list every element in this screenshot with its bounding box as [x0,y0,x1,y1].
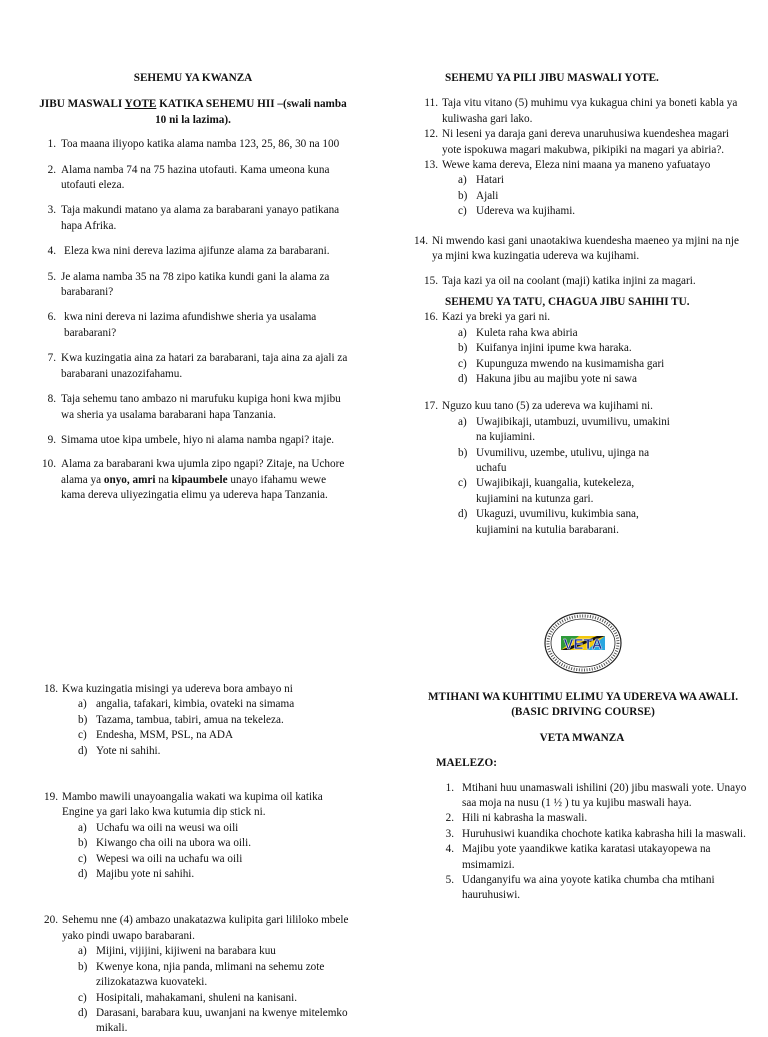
question-19-options [62,821,354,883]
question-20: 20. Sehemu nne (4) ambazo unakatazwa kulipita gari lililoko mbele yako pindi uwapo barabarani. a) Mijini, vijijini, kijiweni na barabara kuu b) Kwenye kona, njia panda, mlimani na sehemu zote zilizokatazwa kuovateki. c) Hosipitali, mahakamani, shuleni na kanisani. d) Darasani, barabara kuu, uwanjani na kwenye mitelemko mikali. [34,913,354,1036]
option: c) Wepesi wa oili na uchafu wa oili [78,852,243,865]
option: d) Yote ni sahihi. [78,744,161,757]
logo-text: VETA [563,636,603,653]
question-14: 14. Ni mwendo kasi gani unaotakiwa kuendesha maeneo ya mjini na nje ya mjini kwa kuzingatia udereva wa kujihami. [414,234,739,263]
question-16: 16. Kazi ya breki ya gari ni. a) Kuleta raha kwa abiria b) Kuifanya injini ipume kwa haraka. c) Kupunguza mwendo na kusimamisha gari d) Hakuna jibu au majibu yote ni sawa [414,310,744,387]
question-13: 13. Wewe kama dereva, Eleza nini maana ya maneno yafuatayo a) Hatari b) Ajali c) Udereva wa kujihami. [414,158,744,220]
option: c) Endesha, MSM, PSL, na ADA [78,729,234,742]
instruction-item: 3. Huruhusiwi kuandika chochote katika kabrasha hili la maswali. [445,827,746,840]
option: d) Ukaguzi, uvumilivu, kukimbia sana, kujiamini na kutulia barabarani. [458,508,639,536]
section-1-title: SEHEMU YA KWANZA [133,72,253,84]
question-15: 15. Taja kazi ya oil na coolant (maji) katika injini za magari. [424,275,696,288]
question-13-options [442,173,744,219]
option: b) Tazama, tambua, tabiri, amua na tekeleza. [78,713,284,726]
instruction-item: 2. Hili ni kabrasha la maswali. [445,812,588,825]
option: a) Mijini, vijijini, kijiweni na barabara kuu [78,945,276,958]
question-19: 19. Mambo mawili unayoangalia wakati wa kupima oil katika Engine ya gari lako kwa kutumia dip stick ni. a) Uchafu wa oili na weusi wa oili b) Kiwango cha oili na ubora wa oili. c) Wepesi wa oili na uchafu wa oili d) Majibu yote ni sahihi. [34,790,354,882]
question-3: 3. Taja makundi matano ya alama za barabarani yanayo patikana hapa Afrika. [47,204,340,232]
exam-subtitle: VETA MWANZA [539,731,625,744]
option: c) Hosipitali, mahakamani, shuleni na kanisani. [78,991,298,1004]
instructions-title: MAELEZO: [436,757,497,770]
section-1-instructions: JIBU MASWALI YOTE KATIKA SEHEMU HII –(swali namba 10 ni la lazima). [39,98,347,126]
question-18-options [62,697,354,759]
option: c) Kupunguza mwendo na kusimamisha gari [458,357,665,370]
question-20-options [62,944,354,1036]
option: a) Uchafu wa oili na weusi wa oili [78,821,239,834]
question-1: 1. Toa maana iliyopo katika alama namba 123, 25, 86, 30 na 100 [47,138,340,151]
option: c) Udereva wa kujihami. [458,205,576,218]
question-12: 12. Ni leseni ya daraja gani dereva unaruhusiwa kuendeshea magari yote ispokuwa magari makubwa, pikipiki na magari ya abiria?. [424,128,730,156]
option: d) Hakuna jibu au majibu yote ni sawa [458,372,637,385]
instruction-item: 4. Majibu yote yaandikwe katika karatasi utakayopewa na msimamizi. [445,843,711,871]
section-2-title: SEHEMU YA PILI JIBU MASWALI YOTE. [445,72,659,84]
section-3-continued [34,682,354,1037]
section-1 [34,71,352,504]
question-11: 11. Taja vitu vitano (5) muhimu vya kukagua chini ya boneti kabla ya kuliwasha gari lako. [424,97,738,125]
veta-seal-icon [543,611,623,675]
question-2: 2. Alama namba 74 na 75 hazina utofauti. Kama umeona kuna utofauti eleza. [47,163,330,192]
exam-title: MTIHANI WA KUHITIMU ELIMU YA UDEREVA WA AWALI. (BASIC DRIVING COURSE) [428,691,738,719]
instructions-list [414,781,750,904]
question-17-options [442,415,674,538]
question-17: 17. Nguzo kuu tano (5) za udereva wa kujihami ni. a) Uwajibikaji, utambuzi, uvumilivu, umakini na kujiamini. b) Uvumilivu, uzembe, utulivu, ujinga na uchafu c) Uwajibikaji, kuangalia, kutekeleza, kujiamini na kutunza gari. d) Ukaguzi, uvumilivu, kukimbia sana, kujiamini na kutulia barabarani. [414,399,744,538]
question-8: 8. Taja sehemu tano ambazo ni marufuku kupiga honi kwa mjibu wa sheria ya usalama barabarani hapa Tanzania. [47,393,341,421]
option: b) Kuifanya injini ipume kwa haraka. [458,342,632,355]
instruction-item: 5. Udanganyifu wa aina yoyote katika chumba cha mtihani hauruhusiwi. [445,874,715,902]
question-7: 7. Kwa kuzingatia aina za hatari za barabarani, taja aina za ajali za barabarani unazozifahamu. [47,352,348,380]
option: a) Kuleta raha kwa abiria [458,326,578,339]
question-10: 10. Alama za barabarani kwa ujumla zipo ngapi? Zitaje, na Uchore alama ya onyo, amri na kipaumbele unayo ifahamu wewe kama dereva uliyezingatia elimu ya udereva hapa Tanzania. [42,458,345,502]
option: d) Darasani, barabara kuu, uwanjani na kwenye mitelemko mikali. [78,1006,348,1035]
instruction-item: 1. Mtihani huu unamaswali ishilini (20) jibu maswali yote. Unayo saa moja na nusu (1 ½ ) tu ya kujibu maswali haya. [445,781,747,810]
option: c) Uwajibikaji, kuangalia, kutekeleza, kujiamini na kutunza gari. [458,477,635,505]
option: d) Majibu yote ni sahihi. [78,868,195,881]
option: b) Uvumilivu, uzembe, utulivu, ujinga na uchafu [458,446,650,474]
cover [414,690,750,904]
question-16-options [442,326,744,388]
option: b) Kwenye kona, njia panda, mlimani na sehemu zote zilizokatazwa kuovateki. [78,960,325,989]
question-6: 6. kwa nini dereva ni lazima afundishwe sheria ya usalama barabarani? [47,311,317,339]
question-4: 4. Eleza kwa nini dereva lazima ajifunze alama za barabarani. [47,245,330,258]
option: b) Kiwango cha oili na ubora wa oili. [78,837,252,850]
question-18: 18. Kwa kuzingatia misingi ya udereva bora ambayo ni a) angalia, tafakari, kimbia, ovateki na simama b) Tazama, tambua, tabiri, amua na tekeleza. c) Endesha, MSM, PSL, na ADA d) Yote ni sahihi. [34,682,354,759]
option: a) Hatari [458,174,504,187]
option: a) Uwajibikaji, utambuzi, uvumilivu, umakini na kujiamini. [458,415,670,444]
question-9: 9. Simama utoe kipa umbele, hiyo ni alama namba ngapi? itaje. [47,433,335,446]
section-2 [414,71,744,538]
option: a) angalia, tafakari, kimbia, ovateki na simama [78,698,295,711]
option: b) Ajali [458,189,499,202]
question-5: 5. Je alama namba 35 na 78 zipo katika kundi gani la alama za barabarani? [47,270,330,299]
veta-logo [543,611,623,675]
section-3-title: SEHEMU YA TATU, CHAGUA JIBU SAHIHI TU. [445,295,690,308]
